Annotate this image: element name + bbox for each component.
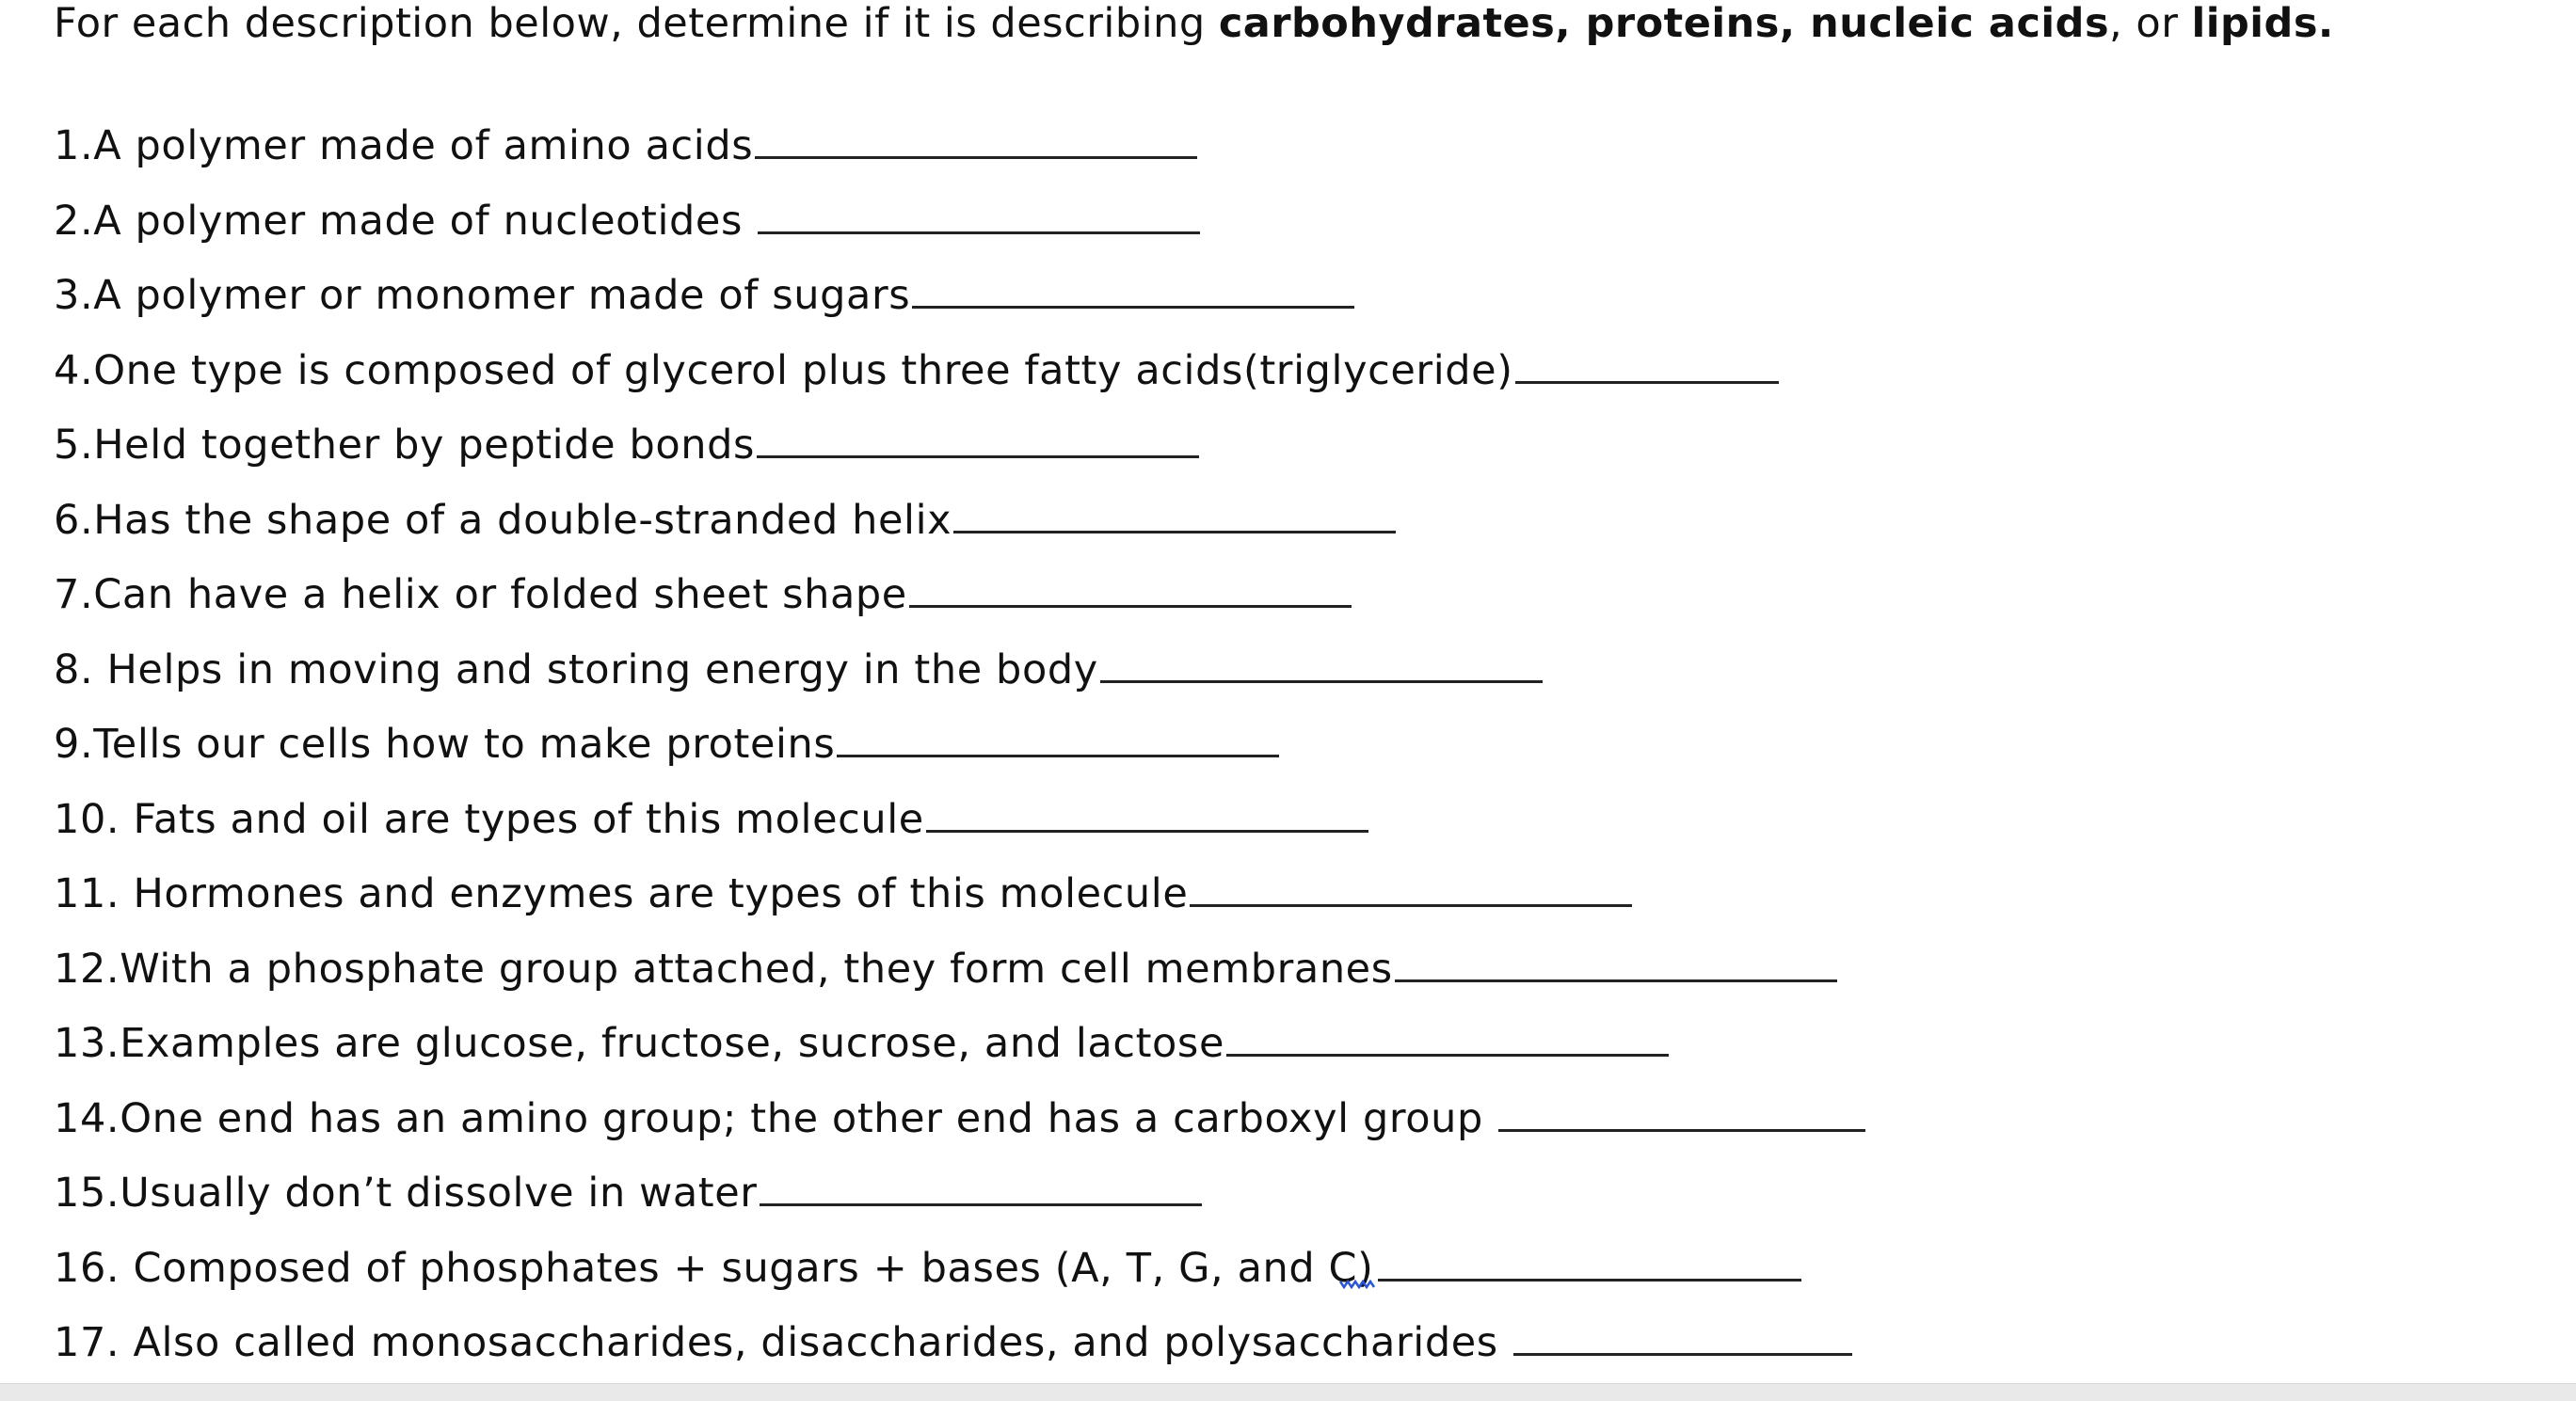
answer-blank[interactable] bbox=[1498, 1088, 1865, 1132]
question-item bbox=[54, 1088, 2557, 1163]
question-number: 10. bbox=[54, 795, 120, 843]
question-item bbox=[54, 1162, 2557, 1237]
question-item bbox=[54, 1237, 2557, 1313]
question-text: Helps in moving and storing energy in the body bbox=[93, 645, 1098, 693]
question-number: 11. bbox=[54, 870, 120, 917]
question-text: Also called monosaccharides, disaccharides, and polysaccharides bbox=[120, 1319, 1512, 1366]
question-text: A polymer made of amino acids bbox=[93, 122, 754, 169]
answer-blank[interactable] bbox=[760, 1162, 1202, 1206]
question-text: Usually don’t dissolve in water bbox=[120, 1170, 758, 1217]
instructions bbox=[54, 0, 2538, 47]
question-item bbox=[54, 938, 2557, 1013]
answer-blank[interactable] bbox=[1378, 1237, 1801, 1282]
answer-blank[interactable] bbox=[909, 564, 1352, 608]
instructions-lead: For each description below, determine if it is describing bbox=[54, 0, 1219, 47]
question-text: Fats and oil are types of this molecule bbox=[120, 795, 924, 843]
answer-blank[interactable] bbox=[926, 788, 1368, 833]
question-item bbox=[54, 264, 2557, 340]
question-text: Held together by peptide bonds bbox=[93, 422, 756, 469]
question-number: 9. bbox=[54, 721, 94, 768]
answer-blank[interactable] bbox=[1515, 340, 1779, 384]
question-text: Tells our cells how to make proteins bbox=[93, 721, 836, 768]
question-number: 1. bbox=[54, 122, 94, 169]
question-number: 4. bbox=[54, 346, 94, 394]
answer-blank[interactable] bbox=[1226, 1012, 1669, 1057]
question-text: Has the shape of a double-stranded helix bbox=[93, 496, 952, 544]
question-number: 13. bbox=[54, 1020, 120, 1067]
instructions-separator: , or bbox=[2109, 0, 2192, 47]
instructions-term-list: carbohydrates, proteins, nucleic acids bbox=[1218, 0, 2110, 47]
question-number: 7. bbox=[54, 571, 94, 618]
bottom-scroll-strip bbox=[0, 1383, 2576, 1401]
question-item bbox=[54, 788, 2557, 864]
question-text: Can have a helix or folded sheet shape bbox=[93, 571, 907, 618]
spellcheck-squiggle-icon bbox=[1338, 1278, 1376, 1289]
question-item bbox=[54, 1012, 2557, 1088]
question-number: 12. bbox=[54, 945, 120, 993]
question-item bbox=[54, 1312, 2557, 1387]
answer-blank[interactable] bbox=[912, 264, 1354, 309]
answer-blank[interactable] bbox=[758, 190, 1200, 234]
question-number: 14. bbox=[54, 1094, 120, 1142]
answer-blank[interactable] bbox=[1100, 639, 1543, 683]
question-text: Examples are glucose, fructose, sucrose, and lactose bbox=[120, 1020, 1224, 1067]
question-list bbox=[54, 115, 2557, 1387]
question-item bbox=[54, 190, 2557, 265]
question-text: One end has an amino group; the other end has a carboxyl group bbox=[120, 1094, 1497, 1142]
answer-blank[interactable] bbox=[953, 489, 1396, 533]
question-number: 8. bbox=[54, 645, 94, 693]
instructions-term-lipids: lipids. bbox=[2191, 0, 2334, 47]
answer-blank[interactable] bbox=[1395, 938, 1837, 982]
question-number: 6. bbox=[54, 496, 94, 544]
question-text: A polymer made of nucleotides bbox=[93, 197, 757, 245]
question-item bbox=[54, 639, 2557, 714]
question-item bbox=[54, 489, 2557, 565]
question-item bbox=[54, 414, 2557, 489]
question-number: 16. bbox=[54, 1244, 120, 1292]
answer-blank[interactable] bbox=[837, 713, 1279, 757]
answer-blank[interactable] bbox=[757, 414, 1199, 458]
question-number: 3. bbox=[54, 272, 94, 319]
question-text: Composed of phosphates + sugars + bases (A, T, G, and C) bbox=[120, 1244, 1374, 1292]
answer-blank[interactable] bbox=[755, 115, 1197, 159]
question-number: 2. bbox=[54, 197, 94, 245]
question-item bbox=[54, 863, 2557, 938]
question-text: A polymer or monomer made of sugars bbox=[93, 272, 911, 319]
question-text: With a phosphate group attached, they form cell membranes bbox=[120, 945, 1393, 993]
question-number: 17. bbox=[54, 1319, 120, 1366]
question-number: 15. bbox=[54, 1170, 120, 1217]
answer-blank[interactable] bbox=[1190, 863, 1632, 907]
question-item bbox=[54, 564, 2557, 639]
question-number: 5. bbox=[54, 422, 94, 469]
question-text: One type is composed of glycerol plus three fatty acids(triglyceride) bbox=[93, 346, 1513, 394]
answer-blank[interactable] bbox=[1513, 1312, 1852, 1356]
question-item bbox=[54, 340, 2557, 415]
question-text: Hormones and enzymes are types of this molecule bbox=[120, 870, 1189, 917]
question-item bbox=[54, 713, 2557, 788]
question-item bbox=[54, 115, 2557, 190]
